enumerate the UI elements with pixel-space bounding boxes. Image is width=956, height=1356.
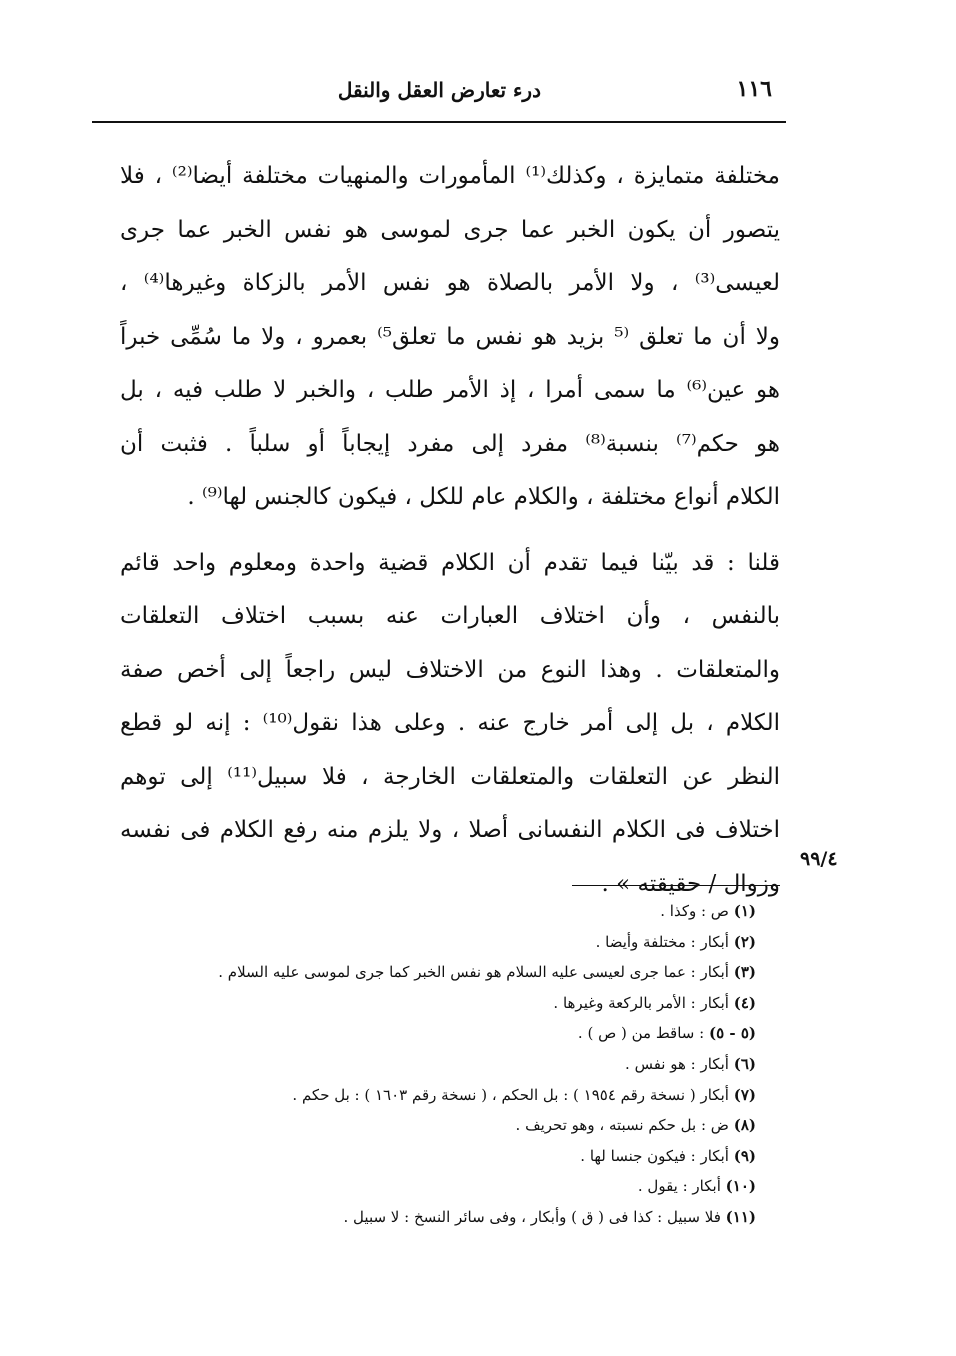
footnote <box>120 1110 756 1141</box>
footnote <box>120 927 756 958</box>
footnote-number: (٧) <box>733 1085 756 1104</box>
text-line: هو حكم⁽⁷⁾ بنسبة⁽⁸⁾ مفرد إلى مفرد إيجاباً أو سلباً . فثبت أن <box>120 430 780 457</box>
footnote-text: أبكار ( نسخة رقم ١٩٥٤ ) : بل الحكم ، ( نسخة رقم ١٦٠٣ ) : بل حكم . <box>292 1085 729 1104</box>
footnote <box>120 896 756 927</box>
footnote-text: أبكار : يقول . <box>637 1177 721 1196</box>
page-number: ١١٦ <box>736 76 772 102</box>
footnote-text: ض : بل حكم نسبته ، وهو تحريف . <box>515 1116 729 1135</box>
footnote-number: (٣) <box>733 963 756 982</box>
footnote-text: أبكار : عما جرى لعيسى عليه السلام هو نفس الخبر كما جرى لموسى عليه السلام . <box>218 963 729 982</box>
footnote-number: (١٠) <box>725 1177 756 1196</box>
footnote-text: فلا سبيل : كذا فى ( ق ) وأبكار ، وفى سائر النسخ : لا سبيل . <box>343 1207 721 1226</box>
text-line: والمتعلقات . وهذا النوع من الاختلاف ليس راجعاً إلى أخص صفة <box>120 656 780 683</box>
footnote-number: (١) <box>733 902 756 920</box>
text-line: وزوال / حقيقته » . <box>601 870 780 897</box>
text-line: الكلام ، بل إلى أمر خارج عنه . وعلى هذا نقول⁽¹⁰⁾ : إنه لو قطع <box>120 710 780 736</box>
footnote-number: (٢) <box>733 932 756 951</box>
footnote-number: (٤) <box>733 993 756 1012</box>
running-title: درء تعارض العقل والنقل <box>337 78 541 102</box>
footnote-text: أبكار : فيكون جنسا لها . <box>580 1146 729 1165</box>
header-divider <box>92 121 786 123</box>
footnote-text: ص : وكذا . <box>660 902 729 920</box>
footnote-number: (١١) <box>725 1207 756 1226</box>
paragraph-reply <box>120 537 780 912</box>
text-line: الكلام أنواع مختلفة ، والكلام عام للكل ، فيكون كالجنس لها⁽⁹⁾ . <box>187 484 780 510</box>
footnote-number: (٥ - ٥) <box>708 1024 756 1043</box>
footnote <box>120 988 756 1019</box>
footnote-text: أبكار : هو نفس . <box>625 1054 729 1073</box>
text-line: يتصور أن يكون الخبر عما جرى لموسى هو نفس الخبر عما جرى <box>120 216 780 243</box>
footnote <box>120 957 756 988</box>
footnote-text: أبكار : الأمر بالركعة وغيرها . <box>553 993 729 1012</box>
footnote <box>120 1018 756 1049</box>
footnote <box>120 1080 756 1111</box>
footnote <box>120 1141 756 1172</box>
footnote-text: : ساقط من ( ص ) . <box>577 1024 705 1043</box>
main-text <box>120 150 780 911</box>
footnote <box>120 1202 756 1233</box>
margin-page-reference: ٩٩/٤ <box>800 848 838 870</box>
text-line: ولا أن ما تعلق ⁽⁵ بزيد هو نفس ما تعلق⁵⁾ بعمرو ، ولا ما سُمِّى خبراً <box>120 323 780 350</box>
paragraph-gap <box>120 525 780 537</box>
text-line: اختلاف فى الكلام النفسانى أصلا ، ولا يلزم منه رفع الكلام فى نفسه <box>120 817 780 843</box>
footnote-number: (٦) <box>733 1054 756 1073</box>
text-line: مختلفة متمايزة ، وكذلك⁽¹⁾ المأمورات والمنهيات مختلفة أيضا⁽²⁾ ، فلا <box>120 163 780 189</box>
footnote-number: (٩) <box>733 1146 756 1165</box>
footnote-divider <box>572 885 780 886</box>
text-line: هو عين⁽⁶⁾ ما سمى أمرا ، إذ الأمر طلب ، والخبر لا طلب فيه ، بل <box>120 377 780 403</box>
footnote-text: أبكار : مختلفة وأيضا . <box>595 932 729 951</box>
footnotes <box>120 896 756 1233</box>
text-line: النظر عن التعلقات والمتعلقات الخارجة ، فلا سبيل⁽¹¹⁾ إلى توهم <box>120 763 780 790</box>
text-line: بالنفس ، وأن اختلاف العبارات عنه بسبب اختلاف التعلقات <box>120 603 780 629</box>
footnote <box>120 1049 756 1080</box>
footnote-number: (٨) <box>733 1116 756 1135</box>
paragraph-objection <box>120 150 780 525</box>
footnote <box>120 1171 756 1202</box>
page-header <box>92 68 786 120</box>
text-line: لعيسى⁽³⁾ ، ولا الأمر بالصلاة هو نفس الأمر بالزكاة وغيرها⁽⁴⁾ ، <box>120 270 780 296</box>
text-line: قلنا : قد بيّنا فيما تقدم أن الكلام قضية واحدة ومعلوم واحد قائم <box>120 549 780 576</box>
